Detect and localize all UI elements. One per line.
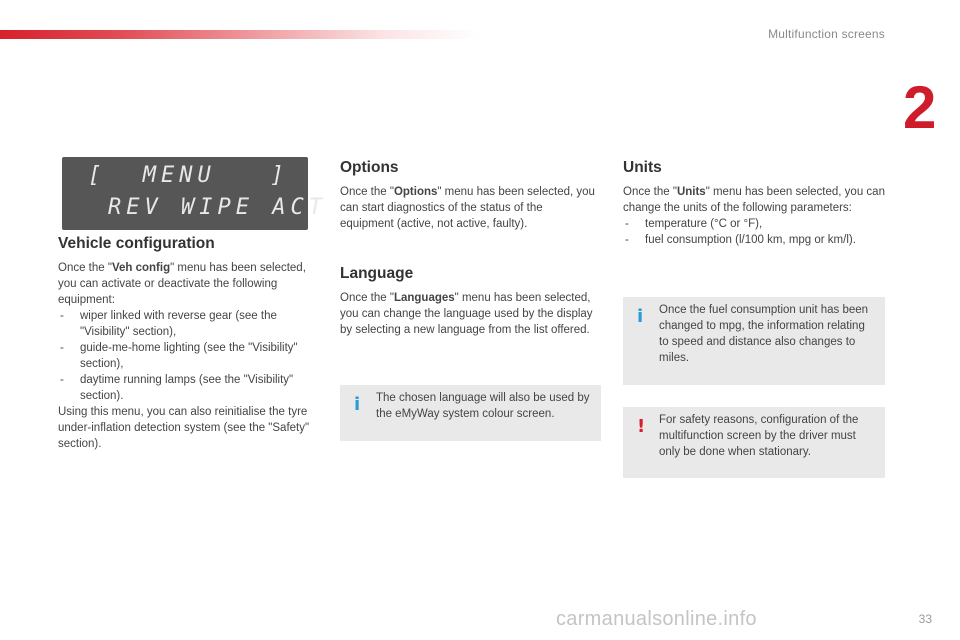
info-icon: i bbox=[637, 306, 644, 327]
units-section bbox=[623, 158, 885, 248]
display-line-1: [ MENU ] bbox=[88, 163, 289, 188]
list-item: - fuel consumption (l/100 km, mpg or km/l). bbox=[625, 234, 856, 246]
veh-config-menu-name: Veh config bbox=[111, 262, 171, 274]
info-icon: i bbox=[354, 394, 361, 415]
watermark: carmanualsonline.info bbox=[556, 608, 757, 630]
units-info-note bbox=[623, 297, 885, 385]
units-menu-name: Units bbox=[676, 186, 706, 198]
options-menu-name: Options bbox=[393, 186, 438, 198]
vehicle-config-heading: Vehicle configuration bbox=[58, 235, 215, 252]
warning-icon: ! bbox=[637, 416, 646, 437]
units-info-note-text: Once the fuel consumption unit has been changed to mpg, the information relating to speed and distance also changes to miles. bbox=[659, 304, 869, 364]
options-section bbox=[340, 158, 596, 232]
list-item: - guide-me-home lighting (see the "Visibility" section), bbox=[60, 342, 298, 370]
chapter-number: 2 bbox=[903, 74, 937, 141]
options-heading: Options bbox=[340, 159, 399, 176]
menu-display-image bbox=[62, 157, 327, 230]
vehicle-config-section bbox=[58, 234, 322, 452]
units-text: Once the "Units" menu has been selected, you can change the units of the following parameters: bbox=[623, 186, 885, 214]
display-line-2: REV WIPE ACT bbox=[108, 195, 327, 220]
vehicle-config-intro: Once the "Veh config" menu has been selected, you can activate or deactivate the following equipment: bbox=[58, 262, 306, 306]
language-info-note bbox=[340, 385, 601, 441]
language-heading: Language bbox=[340, 265, 414, 282]
vehicle-config-outro: Using this menu, you can also reinitialise the tyre under-inflation detection system (see the "Safety" section). bbox=[58, 406, 310, 450]
list-item: - temperature (°C or °F), bbox=[625, 218, 763, 230]
language-text: Once the "Languages" menu has been selected, you can change the language used by the display by selecting a new language from the list offered. bbox=[340, 292, 593, 336]
header-accent-bar bbox=[0, 30, 480, 39]
language-section bbox=[340, 264, 596, 338]
language-note-text: The chosen language will also be used by the eMyWay system colour screen. bbox=[376, 392, 590, 420]
safety-warning-text: For safety reasons, configuration of the multifunction screen by the driver must only be done when stationary. bbox=[659, 414, 859, 458]
options-text: Once the "Options" menu has been selected, you can start diagnostics of the status of the equipment (active, not active, faulty). bbox=[340, 186, 595, 230]
safety-warning-note bbox=[623, 407, 885, 478]
units-heading: Units bbox=[623, 159, 662, 176]
section-title: Multifunction screens bbox=[768, 27, 885, 41]
languages-menu-name: Languages bbox=[393, 292, 455, 304]
list-item: - daytime running lamps (see the "Visibility" section). bbox=[60, 374, 294, 402]
page-number: 33 bbox=[918, 612, 932, 626]
list-item: - wiper linked with reverse gear (see the "Visibility" section), bbox=[60, 310, 277, 338]
